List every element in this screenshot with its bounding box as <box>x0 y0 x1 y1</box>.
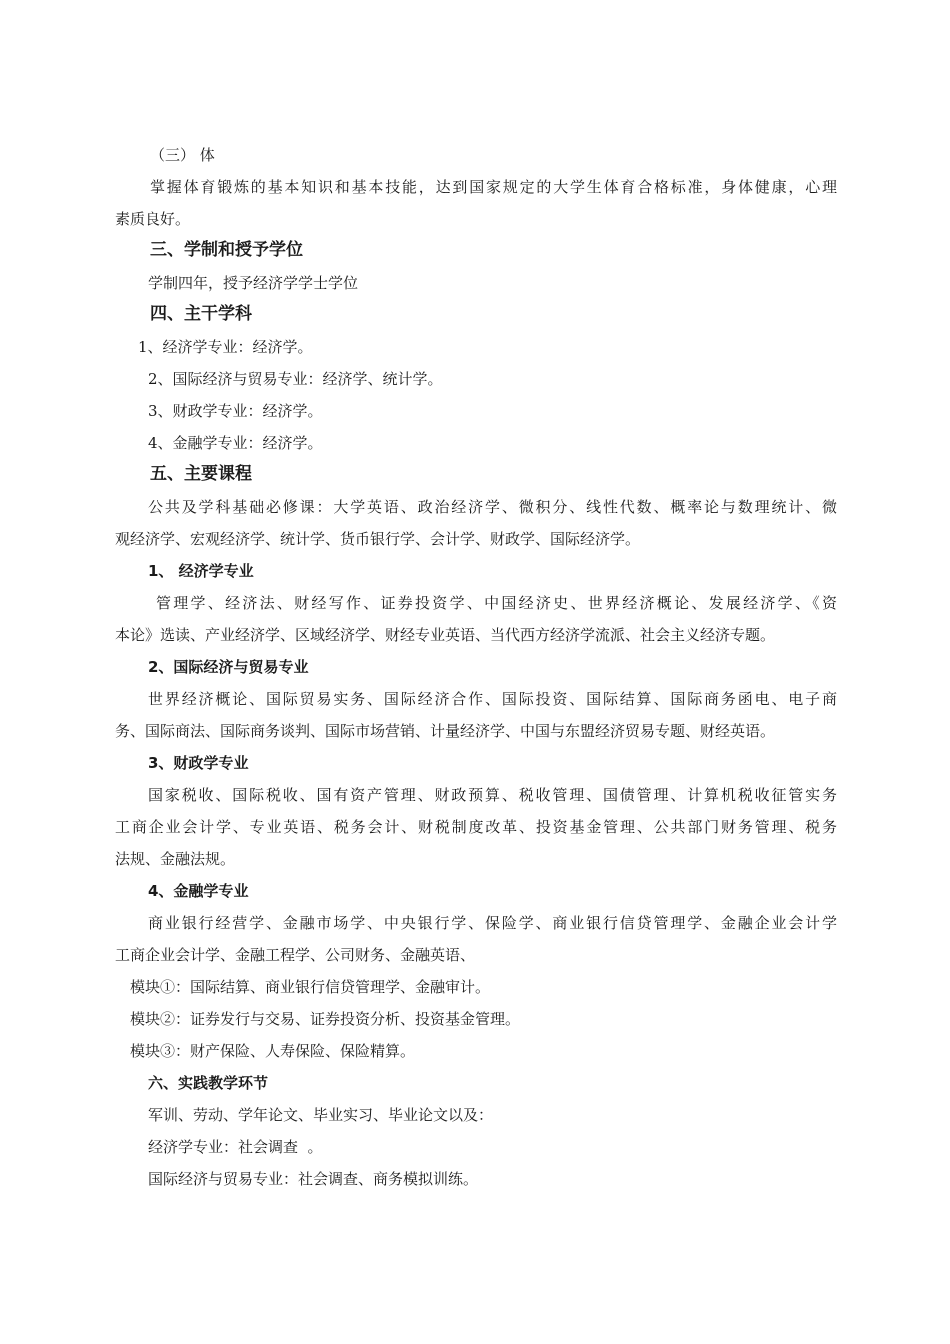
practice-line-2: 经济学专业：社会调查 。 <box>148 1138 323 1156</box>
disciplines-heading: 四、主干学科 <box>150 304 252 324</box>
finance-module: 模块②：证券发行与交易、证券投资分析、投资基金管理。 <box>130 1010 521 1028</box>
economics-major-title: 1、 经济学专业 <box>148 562 254 580</box>
economics-courses-line-2: 本论》选读、产业经济学、区域经济学、财经专业英语、当代西方经济学流派、社会主义经济专题。 <box>115 626 776 644</box>
finance-courses-line-2: 工商企业会计学、金融工程学、公司财务、金融英语、 <box>115 946 476 964</box>
practice-heading: 六、实践教学环节 <box>148 1074 269 1092</box>
discipline-item: 4、金融学专业：经济学。 <box>148 434 323 452</box>
degree-body: 学制四年，授予经济学学士学位 <box>148 274 359 292</box>
finance-major-title: 4、金融学专业 <box>148 882 249 900</box>
pe-body-line-2: 素质良好。 <box>115 210 191 228</box>
discipline-item: 1、经济学专业：经济学。 <box>138 338 313 356</box>
finance-courses-line-1: 商业银行经营学、金融市场学、中央银行学、保险学、商业银行信贷管理学、金融企业会计学 <box>148 914 837 932</box>
pe-heading: （三） 体 <box>150 146 215 164</box>
economics-courses-line-1: 管理学、经济法、财经写作、证券投资学、中国经济史、世界经济概论、发展经济学、《资 <box>156 594 837 612</box>
degree-heading: 三、学制和授予学位 <box>150 240 303 260</box>
common-courses-line-1: 公共及学科基础必修课：大学英语、政治经济学、微积分、线性代数、概率论与数理统计、微 <box>148 498 837 516</box>
trade-courses-line-2: 务、国际商法、国际商务谈判、国际市场营销、计量经济学、中国与东盟经济贸易专题、财经英语。 <box>115 722 776 740</box>
finance-module: 模块③：财产保险、人寿保险、保险精算。 <box>130 1042 416 1060</box>
practice-line-3: 国际经济与贸易专业：社会调查、商务模拟训练。 <box>148 1170 479 1188</box>
discipline-item: 3、财政学专业：经济学。 <box>148 402 323 420</box>
discipline-item: 2、国际经济与贸易专业：经济学、统计学。 <box>148 370 443 388</box>
common-courses-line-2: 观经济学、宏观经济学、统计学、货币银行学、会计学、财政学、国际经济学。 <box>115 530 641 548</box>
courses-heading: 五、主要课程 <box>150 464 252 484</box>
public-finance-major-title: 3、财政学专业 <box>148 754 249 772</box>
practice-line-1: 军训、劳动、学年论文、毕业实习、毕业论文以及： <box>148 1106 494 1124</box>
trade-courses-line-1: 世界经济概论、国际贸易实务、国际经济合作、国际投资、国际结算、国际商务函电、电子商 <box>148 690 837 708</box>
public-finance-courses-line-3: 法规、金融法规。 <box>115 850 236 868</box>
finance-module: 模块①：国际结算、商业银行信贷管理学、金融审计。 <box>130 978 491 996</box>
public-finance-courses-line-1: 国家税收、国际税收、国有资产管理、财政预算、税收管理、国债管理、计算机税收征管实务 <box>148 786 837 804</box>
pe-body-line-1: 掌握体育锻炼的基本知识和基本技能，达到国家规定的大学生体育合格标准，身体健康，心理 <box>150 178 837 196</box>
trade-major-title: 2、国际经济与贸易专业 <box>148 658 309 676</box>
public-finance-courses-line-2: 工商企业会计学、专业英语、税务会计、财税制度改革、投资基金管理、公共部门财务管理、税务 <box>115 818 837 836</box>
